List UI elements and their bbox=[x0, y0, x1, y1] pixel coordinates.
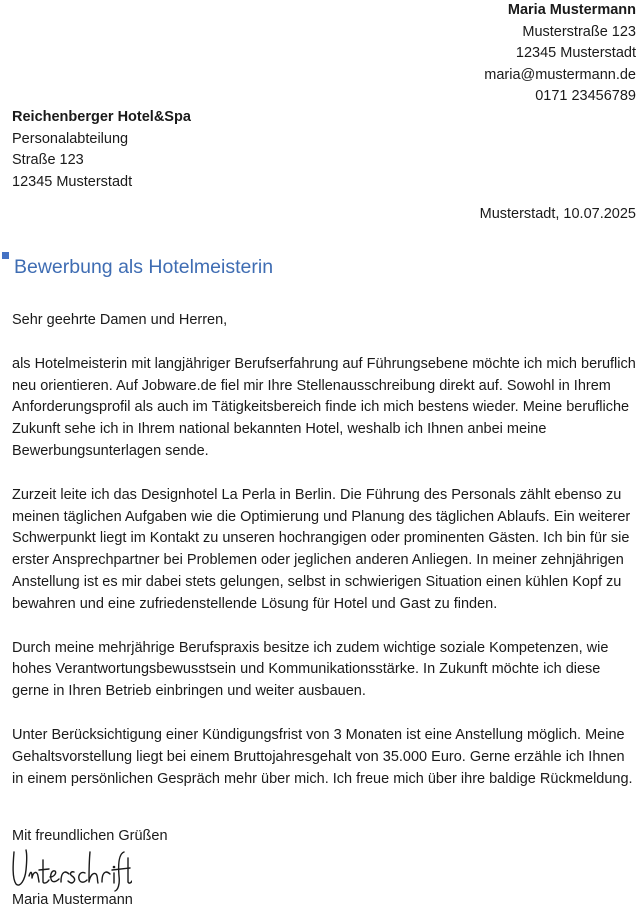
signature-text: Unterschrift bbox=[10, 846, 16, 847]
letter-subject: Bewerbung als Hotelmeisterin bbox=[14, 256, 274, 278]
letter-date: Musterstadt, 10.07.2025 bbox=[479, 206, 636, 222]
closing-phrase: Mit freundlichen Grüßen bbox=[12, 828, 168, 844]
sender-name: Maria Mustermann bbox=[507, 2, 636, 18]
sender-city: 12345 Musterstadt bbox=[515, 45, 636, 62]
sender-phone: 0171 23456789 bbox=[535, 88, 636, 105]
subject-marker bbox=[2, 252, 9, 259]
letter-body bbox=[12, 310, 637, 812]
sender-address-block bbox=[484, 0, 636, 108]
sender-email: maria@mustermann.de bbox=[484, 66, 636, 83]
paragraph-4: Unter Berücksichtigung einer Kündigungsfrist von 3 Monaten ist eine Anstellung möglich. Meine Gehaltsvorstellung liegt bei einem Bruttojahresgehalt von 35.000 Euro. Gerne erzähle ich Ihnen in einem persönlichen Gespräch mehr über mich. Ich freue mich über ihre baldige Rückmeldung. bbox=[12, 726, 633, 787]
recipient-street: Straße 123 bbox=[12, 152, 84, 169]
sender-street: Musterstraße 123 bbox=[522, 23, 636, 40]
recipient-company: Reichenberger Hotel&Spa bbox=[12, 109, 191, 125]
recipient-address-block bbox=[12, 107, 191, 193]
recipient-department: Personalabteilung bbox=[12, 130, 129, 147]
salutation: Sehr geehrte Damen und Herren, bbox=[12, 312, 228, 328]
handwritten-signature bbox=[10, 846, 132, 892]
paragraph-2: Zurzeit leite ich das Designhotel La Perla in Berlin. Die Führung des Personals zählt ebenso zu meinen täglichen Aufgaben wie die Optimierung und Planung des täglichen Ablaufs. Ein weiterer Schwerpunkt liegt im Kontakt zu unseren hochrangigen oder prominenten Gästen. Ich bin für sie erster Ansprechpartner bei Problemen oder jeglichen anderen Anliegen. In meiner zehnjährigen Anstellung ist es mir dabei stets gelungen, selbst in schwierigen Situation einen kühlen Kopf zu bewahren und eine zufriedenstellende Lösung für Hotel und Gast zu finden. bbox=[12, 486, 631, 612]
signer-name: Maria Mustermann bbox=[12, 892, 133, 908]
paragraph-1: als Hotelmeisterin mit langjähriger Berufserfahrung auf Führungsebene möchte ich mich beruflich neu orientieren. Auf Jobware.de fiel mir Ihre Stellenausschreibung direkt auf. Sowohl in Ihrem Anforderungsprofil als auch im Tätigkeitsbereich finde ich mich bestens wieder. Meine berufliche Zukunft sehe ich in Ihrem national bekannten Hotel, weshalb ich Ihnen anbei meine Bewerbungsunterlagen sende. bbox=[12, 355, 636, 459]
paragraph-3: Durch meine mehrjährige Berufspraxis besitze ich zudem wichtige soziale Kompetenzen, wie hohes Verantwortungsbewusstsein und Kommunikationsstärke. In Zukunft möchte ich diese gerne in Ihren Betrieb einbringen und weiter ausbauen. bbox=[12, 639, 609, 700]
recipient-city: 12345 Musterstadt bbox=[12, 173, 133, 190]
